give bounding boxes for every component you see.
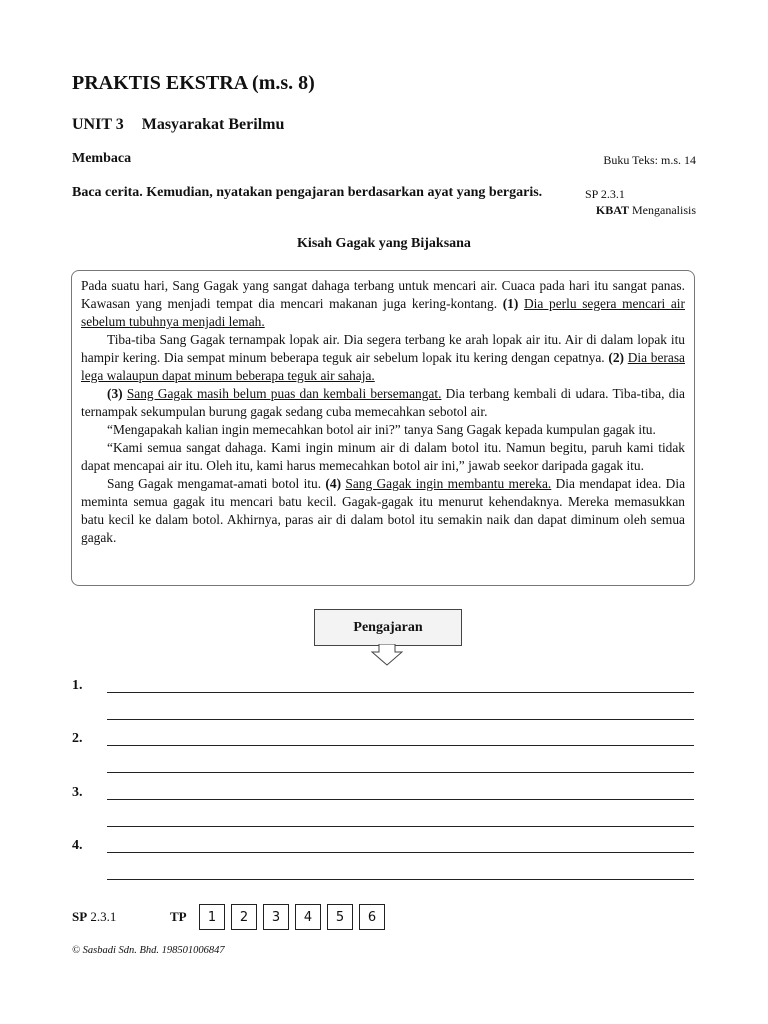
- unit-label: UNIT 3: [72, 116, 124, 133]
- tp-level-5[interactable]: 5: [327, 904, 353, 930]
- story-box: [71, 270, 695, 586]
- story-text: Sang Gagak mengamat-amati botol itu.: [107, 476, 326, 491]
- story-text: Dia terbang kembali di udara. Tiba-tiba, dia ternampak sekumpulan burung gagak sedang cuba memecahkan sebotol air.: [81, 386, 685, 419]
- story-paragraph-1: [81, 277, 685, 331]
- answer-line-2b[interactable]: [107, 772, 694, 773]
- answer-line-1b[interactable]: [107, 719, 694, 720]
- underlined-sentence-1: Dia perlu segera mencari air sebelum tubuhnya menjadi lemah.: [81, 296, 685, 329]
- story-paragraph-2: [81, 331, 685, 385]
- answer-number-1: 1.: [72, 678, 83, 693]
- marker-3: (3): [107, 386, 123, 401]
- answer-line-4b[interactable]: [107, 879, 694, 880]
- story-title: Kisah Gagak yang Bijaksana: [297, 236, 471, 251]
- marker-1: (1): [502, 296, 519, 311]
- story-text: Tiba-tiba Sang Gagak ternampak lopak air. Dia segera terbang ke arah lopak air itu. Air di dalam lopak itu hampir kering. Dia sempat minum beberapa teguk air sebelum lopak itu kering dengan cepatnya.: [81, 332, 685, 365]
- instruction-text: Baca cerita. Kemudian, nyatakan pengajaran berdasarkan ayat yang bergaris.: [72, 185, 543, 200]
- answer-line-3b[interactable]: [107, 826, 694, 827]
- sp-footer: [72, 909, 116, 925]
- underlined-sentence-4: Sang Gagak ingin membantu mereka.: [345, 476, 552, 491]
- tp-level-6[interactable]: 6: [359, 904, 385, 930]
- pengajaran-label: Pengajaran: [353, 619, 423, 635]
- answer-line-2a[interactable]: [107, 745, 694, 746]
- answer-number-3: 3.: [72, 785, 83, 800]
- tp-level-1[interactable]: 1: [199, 904, 225, 930]
- kbat-value: Menganalisis: [632, 203, 696, 217]
- kbat-title: KBAT: [595, 203, 629, 217]
- answer-number-4: 4.: [72, 838, 83, 853]
- pengajaran-label-box: [314, 609, 462, 646]
- section-label: Membaca: [72, 151, 132, 166]
- kbat-label: [596, 203, 696, 218]
- page-title: PRAKTIS EKSTRA (m.s. 8): [72, 72, 315, 94]
- story-paragraph-3: [81, 385, 685, 421]
- story-text: Dia mendapat idea. Dia meminta semua gagak itu mencari batu kecil. Gagak-gagak itu menurut kehendaknya. Mereka memasukkan batu kecil ke dalam botol. Akhirnya, paras air di dalam botol itu semakin naik dan dapat diminum oleh semua gagak.: [81, 476, 686, 545]
- unit-heading: [72, 116, 284, 134]
- story-paragraph-5: “Kami semua sangat dahaga. Kami ingin minum air di dalam botol itu. Namun begitu, paruh kami tidak dapat mencapai air itu. Oleh itu, kami harus memecahkan botol air ini,” jawab seekor daripada gagak itu.: [81, 440, 685, 473]
- story-text: Pada suatu hari, Sang Gagak yang sangat dahaga terbang untuk mencari air. Cuaca pada hari itu sangat panas. Kawasan yang menjadi tempat dia mencari makanan juga kering-kontang.: [81, 278, 685, 311]
- answer-number-2: 2.: [72, 731, 83, 746]
- textbook-reference: Buku Teks: m.s. 14: [603, 153, 696, 167]
- underlined-sentence-3: Sang Gagak masih belum puas dan kembali bersemangat.: [126, 386, 442, 401]
- marker-4: (4): [325, 476, 342, 491]
- unit-name: Masyarakat Berilmu: [141, 116, 285, 133]
- answer-line-4a[interactable]: [107, 852, 694, 853]
- sp-footer-value: 2.3.1: [90, 909, 117, 924]
- tp-label: TP: [170, 909, 187, 924]
- sp-code-top: SP 2.3.1: [585, 187, 625, 201]
- down-arrow-icon: [371, 644, 403, 666]
- copyright-text: © Sasbadi Sdn. Bhd. 198501006847: [72, 945, 225, 956]
- underlined-sentence-2: Dia berasa lega walaupun dapat minum beberapa teguk air sahaja.: [81, 350, 685, 383]
- answer-line-1a[interactable]: [107, 692, 694, 693]
- answer-line-3a[interactable]: [107, 799, 694, 800]
- marker-2: (2): [608, 350, 624, 365]
- sp-footer-label: SP: [72, 909, 88, 924]
- tp-level-boxes: [199, 904, 385, 930]
- tp-level-4[interactable]: 4: [295, 904, 321, 930]
- tp-level-2[interactable]: 2: [231, 904, 257, 930]
- story-paragraph-6: [81, 475, 685, 547]
- tp-level-3[interactable]: 3: [263, 904, 289, 930]
- story-paragraph-4: “Mengapakah kalian ingin memecahkan botol air ini?” tanya Sang Gagak kepada kumpulan gagak itu.: [107, 422, 656, 437]
